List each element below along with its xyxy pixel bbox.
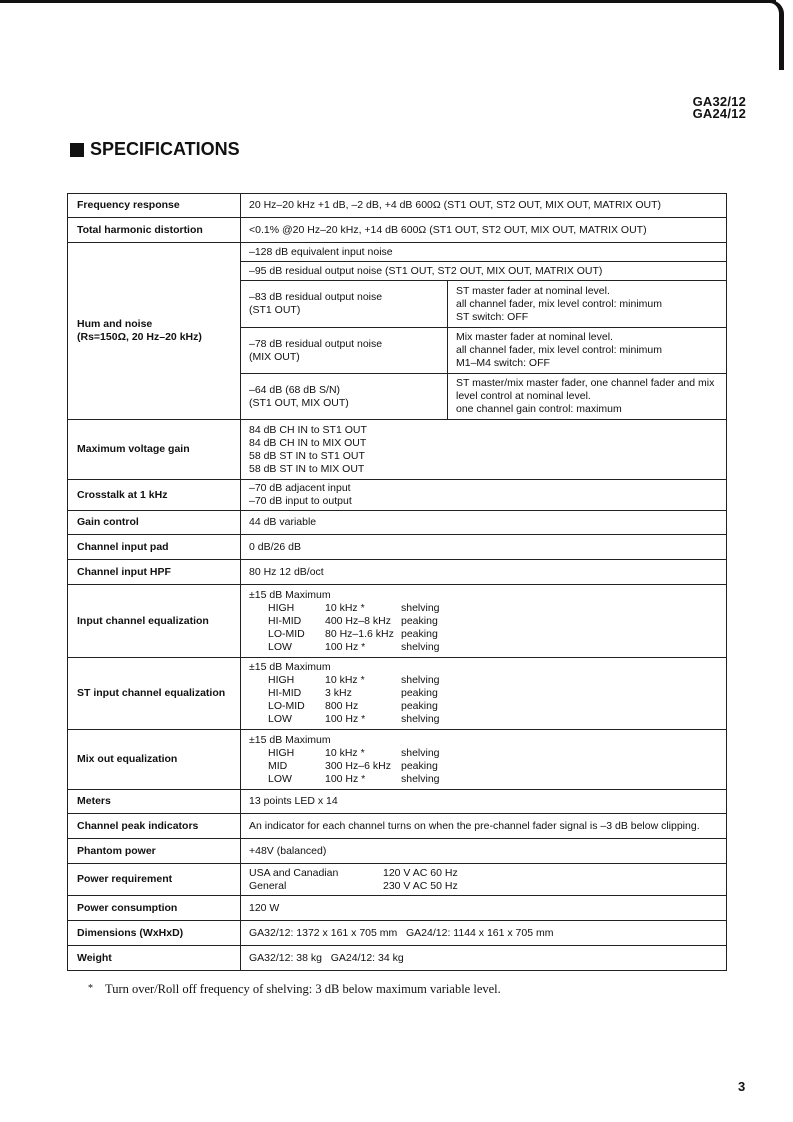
spec-value [241,374,448,420]
spec-label: Channel input HPF [68,560,241,585]
specifications-table [67,193,727,971]
eq-band-row: HIGH 10 kHz * shelving [268,601,440,614]
spec-value [241,420,727,480]
spec-label: Hum and noise [77,318,153,330]
page-title: SPECIFICATIONS [90,139,240,159]
spec-line: ST master/mix master fader, one channel fader and mix [456,377,715,389]
spec-label: Mix out equalization [68,730,241,790]
eq-band-row: LOW 100 Hz * shelving [268,640,440,653]
spec-value: 80 Hz 12 dB/oct [241,560,727,585]
spec-label: Weight [68,946,241,971]
spec-value [241,658,727,730]
spec-line: one channel gain control: maximum [456,403,622,415]
table-row [68,864,727,896]
spec-line: ±15 dB Maximum [249,661,331,673]
spec-value: 13 points LED x 14 [241,790,727,814]
spec-value [241,480,727,511]
footnote [88,982,501,997]
square-bullet-icon [70,143,84,157]
spec-line: (ST1 OUT, MIX OUT) [249,396,349,409]
spec-label: Meters [68,790,241,814]
spec-condition [448,374,727,420]
spec-line: –64 dB (68 dB S/N) [249,383,341,396]
spec-line: M1–M4 switch: OFF [456,357,550,369]
table-row [68,420,727,480]
table-row [68,730,727,790]
eq-band-row: LO-MID 800 Hz peaking [268,700,438,712]
spec-label: Channel peak indicators [68,814,241,839]
table-row [68,921,727,946]
spec-value [241,864,727,896]
model-ga32: GA32/12 [692,94,746,109]
spec-value [241,328,448,374]
table-row [68,585,727,658]
eq-band-row: HI-MID 3 kHz peaking [268,687,438,699]
section-heading [70,139,240,160]
spec-label: Channel input pad [68,535,241,560]
spec-line: all channel fader, mix level control: minimum [456,344,663,356]
spec-label: Input channel equalization [68,585,241,658]
spec-value: GA32/12: 1372 x 161 x 705 mm GA24/12: 1144 x 161 x 705 mm [241,921,727,946]
spec-value: <0.1% @20 Hz–20 kHz, +14 dB 600Ω (ST1 OUT, ST2 OUT, MIX OUT, MATRIX OUT) [241,218,727,243]
spec-line: (MIX OUT) [249,350,300,363]
spec-label: Power consumption [68,896,241,921]
spec-label: Power requirement [68,864,241,896]
spec-line: ST switch: OFF [456,310,529,323]
spec-value: 0 dB/26 dB [241,535,727,560]
table-row [68,839,727,864]
spec-value [241,281,448,328]
spec-label: Frequency response [68,194,241,218]
spec-line: –78 dB residual output noise [249,337,383,350]
spec-value: +48V (balanced) [241,839,727,864]
asterisk-icon: * [88,983,93,994]
spec-value [241,730,727,790]
spec-line: (ST1 OUT) [249,304,301,316]
spec-line: ±15 dB Maximum [249,588,331,601]
spec-label: Total harmonic distortion [68,218,241,243]
spec-value: –95 dB residual output noise (ST1 OUT, ST2 OUT, MIX OUT, MATRIX OUT) [241,262,727,281]
table-row [68,946,727,971]
spec-label: ST input channel equalization [68,658,241,730]
spec-value: 20 Hz–20 kHz +1 dB, –2 dB, +4 dB 600Ω (ST1 OUT, ST2 OUT, MIX OUT, MATRIX OUT) [241,194,727,218]
page-edge-bar [779,40,784,70]
spec-label: Maximum voltage gain [68,420,241,480]
table-row [68,658,727,730]
spec-line: –70 dB adjacent input [249,482,351,494]
table-row [68,896,727,921]
model-numbers [693,96,746,120]
spec-value: 44 dB variable [241,511,727,535]
spec-condition [448,281,727,328]
top-border-rule [0,0,776,3]
spec-line: all channel fader, mix level control: minimum [456,297,663,310]
table-row [68,790,727,814]
eq-band-row: MID 300 Hz–6 kHz peaking [268,759,438,772]
table-row [68,814,727,839]
spec-value: 120 W [241,896,727,921]
spec-label: Gain control [68,511,241,535]
power-row: USA and Canadian 120 V AC 60 Hz [249,866,458,879]
spec-label: Phantom power [68,839,241,864]
spec-line: 58 dB ST IN to ST1 OUT [249,449,365,462]
spec-value: An indicator for each channel turns on when the pre-channel fader signal is –3 dB below clipping. [241,814,727,839]
table-row [68,194,727,218]
table-row [68,218,727,243]
spec-label-hum-noise [68,243,241,420]
eq-band-row: HIGH 10 kHz * shelving [268,746,440,759]
table-row [68,535,727,560]
spec-line: 84 dB CH IN to MIX OUT [249,436,367,449]
footnote-text: Turn over/Roll off frequency of shelving: 3 dB below maximum variable level. [105,982,501,996]
spec-line: –83 dB residual output noise [249,291,383,303]
spec-line: level control at nominal level. [456,390,591,402]
spec-label-sub: (Rs=150Ω, 20 Hz–20 kHz) [77,331,202,343]
spec-value [241,585,727,658]
table-row [68,560,727,585]
model-ga24: GA24/12 [692,106,746,121]
table-row [68,480,727,511]
eq-band-row: HI-MID 400 Hz–8 kHz peaking [268,614,438,627]
table-row [68,511,727,535]
spec-label: Dimensions (WxHxD) [68,921,241,946]
spec-line: –70 dB input to output [249,495,352,507]
spec-value: –128 dB equivalent input noise [241,243,727,262]
spec-condition [448,328,727,374]
eq-band-row: LOW 100 Hz * shelving [268,713,440,725]
spec-line: ±15 dB Maximum [249,733,331,746]
spec-label: Crosstalk at 1 kHz [68,480,241,511]
spec-line: 58 dB ST IN to MIX OUT [249,462,365,475]
table-row [68,243,727,262]
spec-line: 84 dB CH IN to ST1 OUT [249,423,367,436]
eq-band-row: LO-MID 80 Hz–1.6 kHz peaking [268,627,438,640]
power-row: General 230 V AC 50 Hz [249,879,458,892]
eq-band-row: HIGH 10 kHz * shelving [268,674,440,686]
spec-line: ST master fader at nominal level. [456,284,610,297]
eq-band-row: LOW 100 Hz * shelving [268,772,440,785]
page-number: 3 [738,1079,746,1094]
spec-value: GA32/12: 38 kg GA24/12: 34 kg [241,946,727,971]
spec-line: Mix master fader at nominal level. [456,331,613,343]
